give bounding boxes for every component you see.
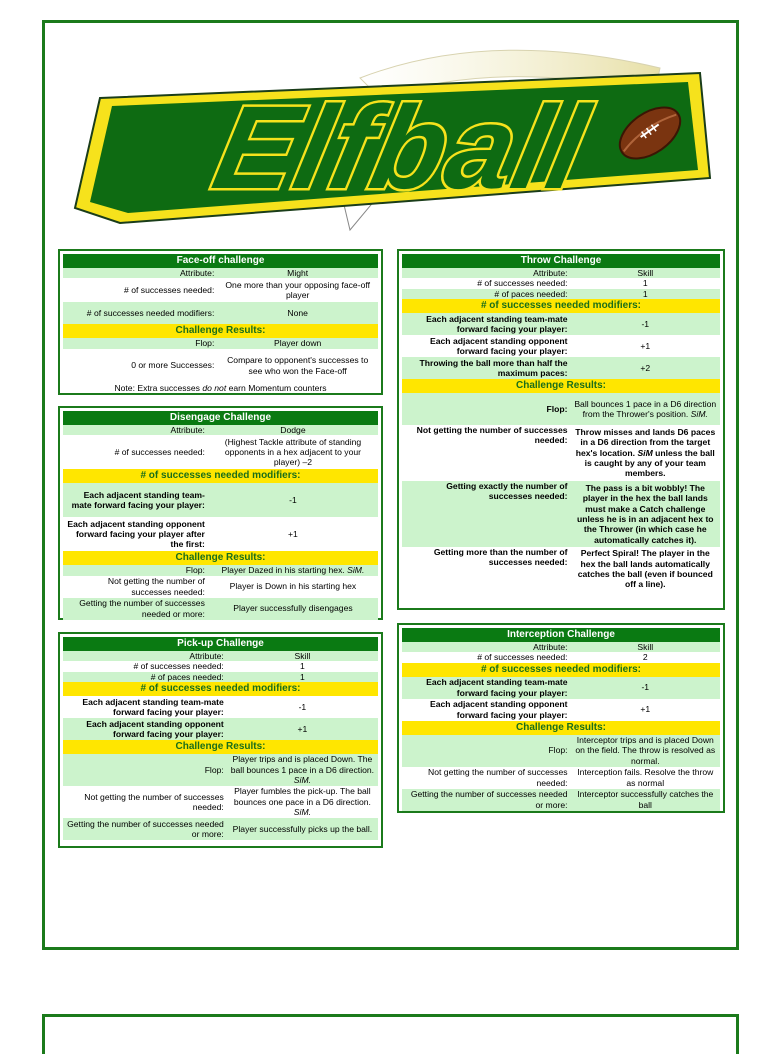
modifier-value: +2 [571, 357, 720, 379]
row-label: Attribute: [63, 268, 217, 278]
result-label: Getting more than the number of successes needed: [402, 547, 571, 591]
result-label: Flop: [63, 754, 227, 786]
row-label: # of successes needed: [63, 435, 208, 469]
result-value: Player trips and is placed Down. The ball bounces 1 pace in a D6 direction. SiM. [227, 754, 378, 786]
result-label: Not getting the number of successes needed: [402, 767, 571, 789]
logo-text: Elfball [203, 82, 600, 214]
row-label: Attribute: [402, 268, 571, 278]
result-label: Getting the number of successes needed or more: [63, 818, 227, 840]
result-value: Ball bounces 1 pace in a D6 direction from the Thrower's position. SiM. [571, 393, 720, 425]
row-value: 1 [227, 661, 378, 671]
result-label: Getting exactly the number of successes needed: [402, 481, 571, 547]
row-value: None [217, 302, 378, 324]
modifier-label: Throwing the ball more than half the maximum paces: [402, 357, 571, 379]
row-value: 1 [571, 289, 720, 299]
elfball-logo [60, 38, 720, 238]
result-value: Player successfully disengages [208, 598, 378, 620]
result-value: Player fumbles the pick-up. The ball bounces one pace in a D6 direction. SiM. [227, 786, 378, 818]
pickup-card [58, 632, 383, 848]
row-label: # of successes needed: [63, 278, 217, 302]
result-label: Flop: [402, 735, 571, 767]
modifiers-header: # of successes needed modifiers: [63, 682, 378, 696]
result-value: Interception fails. Resolve the throw as normal [571, 767, 720, 789]
results-header: Challenge Results: [63, 551, 378, 565]
modifier-value: +1 [208, 517, 378, 551]
result-value: The pass is a bit wobbly! The player in the hex the ball lands must make a Catch challenge unless he is in an adjacent hex to the Thrower (in which case he automatically catches it). [571, 481, 720, 547]
row-value: Might [217, 268, 378, 278]
result-label: Not getting the number of successes needed: [63, 786, 227, 818]
modifier-value: +1 [571, 699, 720, 721]
disengage-card [58, 406, 383, 620]
result-value: Throw misses and lands D6 paces in a D6 direction from the target hex's location. SiM unless the ball is caught by any of your team members. [571, 425, 720, 481]
row-value: 2 [571, 652, 720, 662]
row-value: One more than your opposing face-off player [217, 278, 378, 302]
row-value: Skill [571, 268, 720, 278]
result-value: Player is Down in his starting hex [208, 576, 378, 598]
row-label: # of successes needed: [63, 661, 227, 671]
next-page-frame [42, 1014, 739, 1054]
row-label: Attribute: [402, 642, 571, 652]
row-value: Skill [571, 642, 720, 652]
faceoff-note: Note: Extra successes do not earn Momentum counters [63, 383, 378, 393]
result-value: Perfect Spiral! The player in the hex the ball lands automatically catches the ball (even if bounced off a line). [571, 547, 720, 591]
modifier-label: Each adjacent standing opponent forward facing your player: [402, 699, 571, 721]
result-label: Getting the number of successes needed or more: [402, 789, 571, 811]
disengage-title: Disengage Challenge [63, 411, 378, 425]
result-label: Getting the number of successes needed or more: [63, 598, 208, 620]
result-value: Interceptor trips and is placed Down on the field. The throw is resolved as normal. [571, 735, 720, 767]
modifier-label: Each adjacent standing opponent forward facing your player: [402, 335, 571, 357]
faceoff-title: Face-off challenge [63, 254, 378, 268]
interception-card [397, 623, 725, 813]
result-value: Player down [217, 338, 378, 348]
row-value: Skill [227, 651, 378, 661]
row-label: # of successes needed modifiers: [63, 302, 217, 324]
modifier-label: Each adjacent standing team-mate forward facing your player: [402, 313, 571, 335]
row-label: Attribute: [63, 651, 227, 661]
throw-card [397, 249, 725, 610]
row-value: Dodge [208, 425, 378, 435]
results-header: Challenge Results: [63, 740, 378, 754]
row-label: # of paces needed: [402, 289, 571, 299]
modifiers-header: # of successes needed modifiers: [402, 663, 720, 677]
pickup-title: Pick-up Challenge [63, 637, 378, 651]
result-label: Flop: [402, 393, 571, 425]
result-label: 0 or more Successes: [63, 349, 217, 383]
modifier-value: -1 [227, 696, 378, 718]
modifier-label: Each adjacent standing opponent forward facing your player after the first: [63, 517, 208, 551]
modifier-label: Each adjacent standing opponent forward facing your player: [63, 718, 227, 740]
row-label: # of paces needed: [63, 672, 227, 682]
results-header: Challenge Results: [63, 324, 378, 338]
row-label: Attribute: [63, 425, 208, 435]
result-label: Flop: [63, 338, 217, 348]
modifiers-header: # of successes needed modifiers: [63, 469, 378, 483]
result-label: Not getting the number of successes needed: [402, 425, 571, 481]
result-label: Not getting the number of successes needed: [63, 576, 208, 598]
row-label: # of successes needed: [402, 278, 571, 288]
modifier-value: -1 [208, 483, 378, 517]
modifier-value: -1 [571, 677, 720, 699]
modifier-label: Each adjacent standing team-mate forward facing your player: [63, 483, 208, 517]
result-value: Player Dazed in his starting hex. SiM. [208, 565, 378, 575]
result-label: Flop: [63, 565, 208, 575]
modifier-value: -1 [571, 313, 720, 335]
results-header: Challenge Results: [402, 721, 720, 735]
results-header: Challenge Results: [402, 379, 720, 393]
modifier-label: Each adjacent standing team-mate forward facing your player: [63, 696, 227, 718]
row-value: 1 [227, 672, 378, 682]
row-value: (Highest Tackle attribute of standing opponents in a hex adjacent to your player) –2 [208, 435, 378, 469]
modifier-label: Each adjacent standing team-mate forward facing your player: [402, 677, 571, 699]
interception-title: Interception Challenge [402, 628, 720, 642]
modifiers-header: # of successes needed modifiers: [402, 299, 720, 313]
modifier-value: +1 [571, 335, 720, 357]
result-value: Interceptor successfully catches the ball [571, 789, 720, 811]
row-label: # of successes needed: [402, 652, 571, 662]
faceoff-card [58, 249, 383, 395]
result-value: Player successfully picks up the ball. [227, 818, 378, 840]
row-value: 1 [571, 278, 720, 288]
result-value: Compare to opponent's successes to see who won the Face-off [217, 349, 378, 383]
modifier-value: +1 [227, 718, 378, 740]
throw-title: Throw Challenge [402, 254, 720, 268]
